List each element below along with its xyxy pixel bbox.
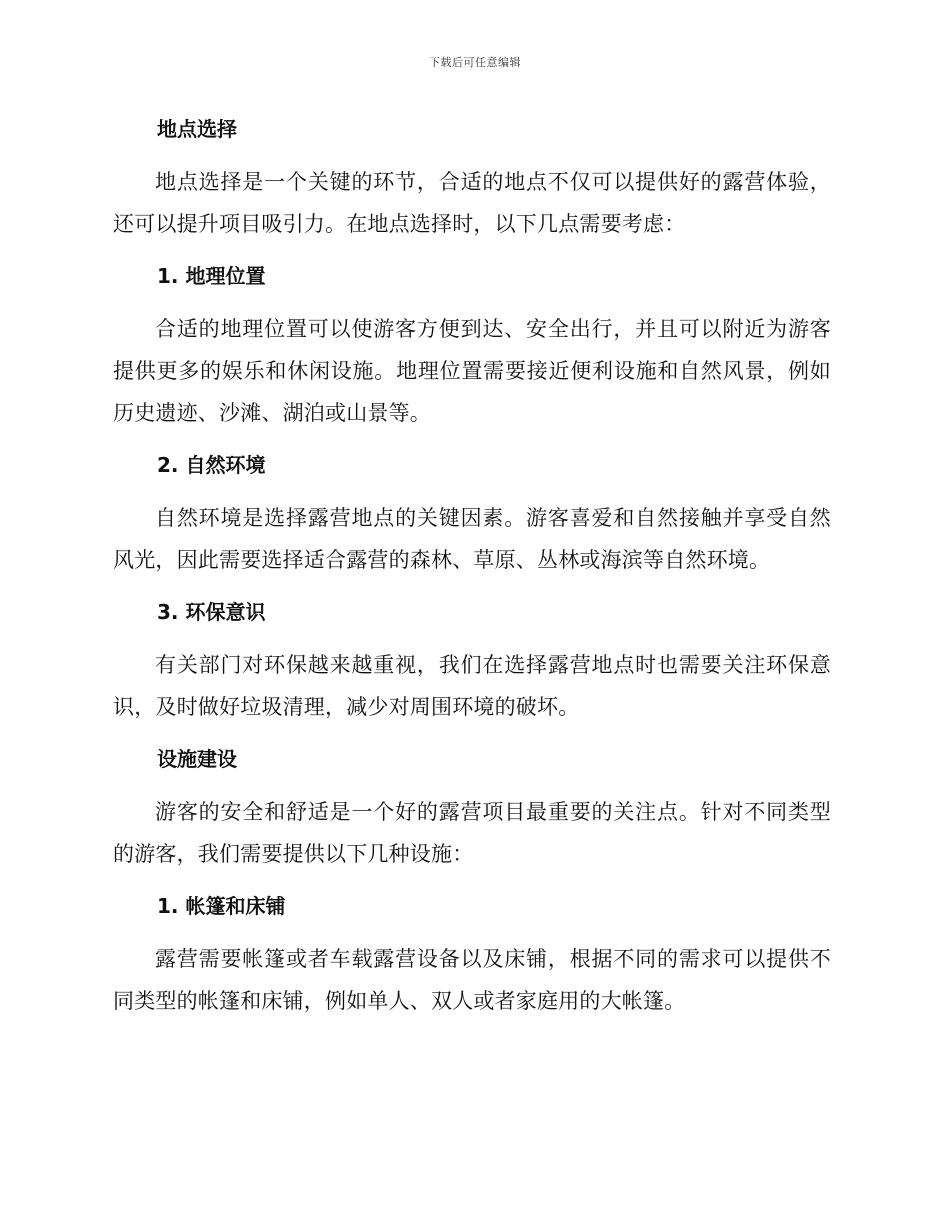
paragraph: 自然环境是选择露营地点的关键因素。游客喜爱和自然接触并享受自然风光，因此需要选择适合露营的森林、草原、丛林或海滨等自然环境。 [113,506,831,572]
page-header-note: 下载后可任意编辑 [429,56,521,69]
paragraph: 露营需要帐篷或者车载露营设备以及床铺，根据不同的需求可以提供不同类型的帐篷和床铺，例如单人、双人或者家庭用的大帐篷。 [113,947,831,1013]
paragraph: 有关部门对环保越来越重视，我们在选择露营地点时也需要关注环保意识，及时做好垃圾清理，减少对周围环境的破坏。 [113,653,831,719]
paragraph: 合适的地理位置可以使游客方便到达、安全出行，并且可以附近为游客提供更多的娱乐和休闲设施。地理位置需要接近便利设施和自然风景，例如历史遗迹、沙滩、湖泊或山景等。 [113,317,831,425]
subsection-heading: 1. 帐篷和床铺 [157,894,286,918]
section-heading: 地点选择 [157,117,237,141]
subsection-heading: 2. 自然环境 [157,453,266,477]
document-body [113,108,831,1032]
paragraph: 游客的安全和舒适是一个好的露营项目最重要的关注点。针对不同类型的游客，我们需要提供以下几种设施： [113,800,831,866]
paragraph: 地点选择是一个关键的环节，合适的地点不仅可以提供好的露营体验，还可以提升项目吸引力。在地点选择时，以下几点需要考虑： [113,170,831,236]
section-heading: 设施建设 [157,747,237,771]
subsection-heading: 3. 环保意识 [157,600,266,624]
subsection-heading: 1. 地理位置 [157,264,266,288]
